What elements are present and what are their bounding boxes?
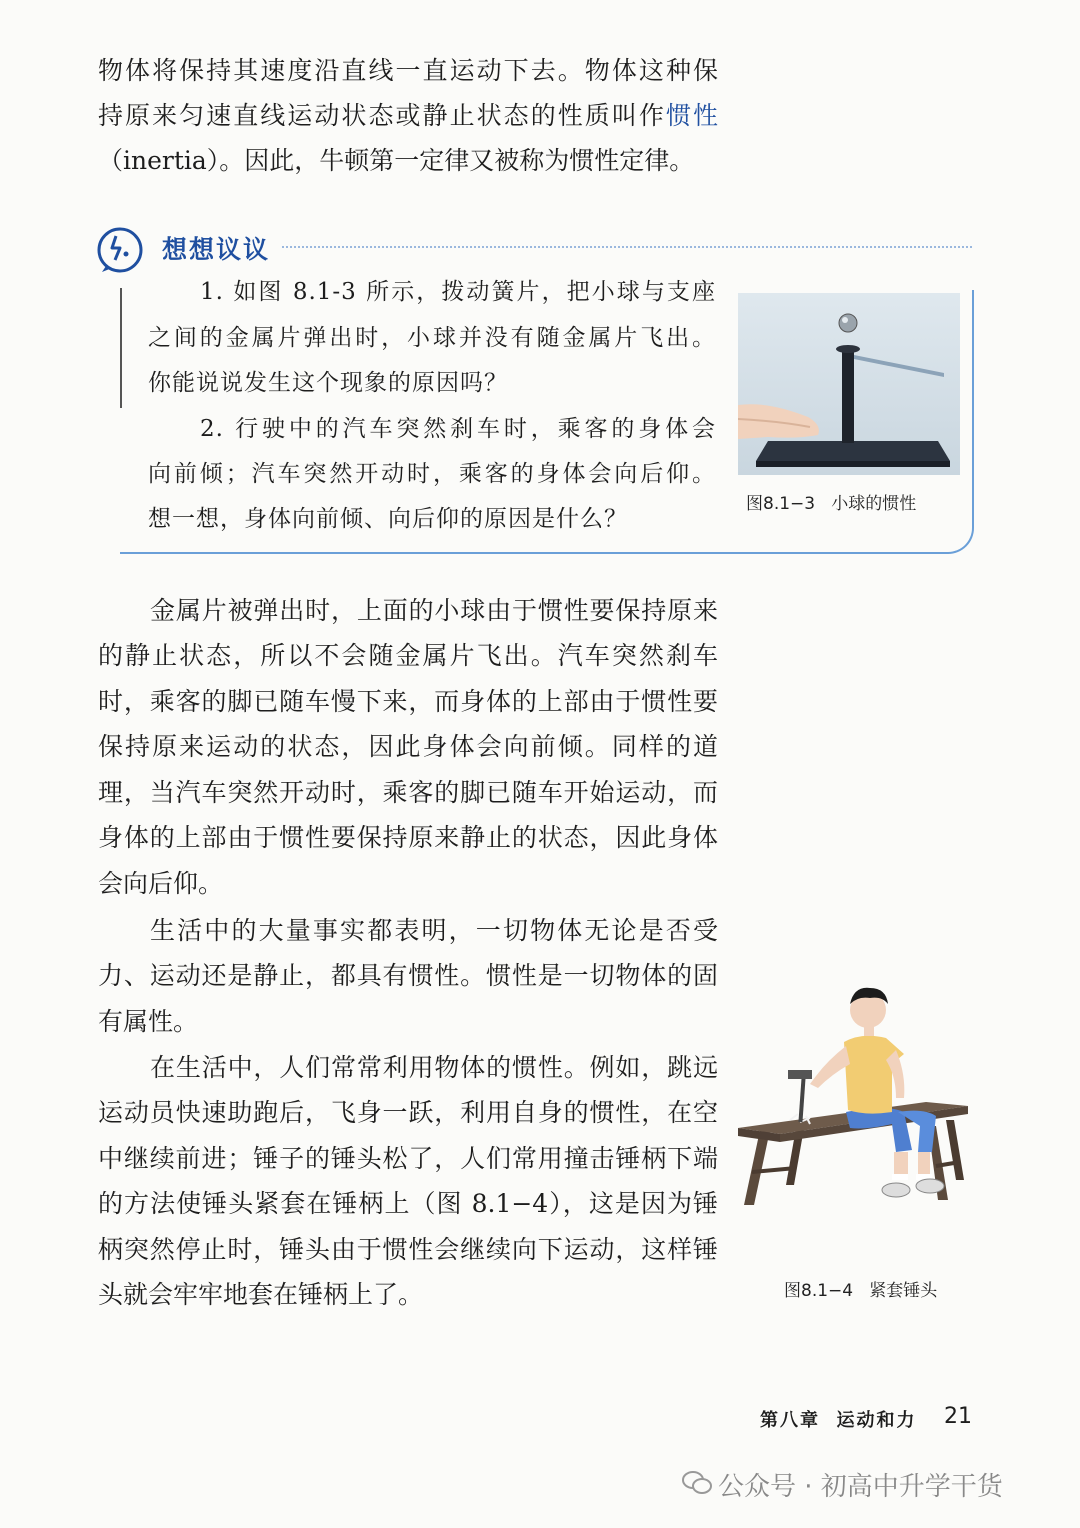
p1-line-2: 的静止状态，所以不会随金属片飞出。汽车突然刹车 (98, 641, 718, 670)
intro-line-1: 物体将保持其速度沿直线一直运动下去。物体这种保 (98, 56, 718, 85)
ball-inertia-figure (738, 293, 960, 475)
p1-line-6: 身体的上部由于惯性要保持原来静止的状态，因此身体 (98, 823, 718, 852)
intro-line-3: （inertia）。因此，牛顿第一定律又被称为惯性定律。 (98, 146, 695, 175)
q1-line-1: 1. 如图 8.1-3 所示，拨动簧片，把小球与支座 (200, 279, 716, 305)
speech-think-icon (96, 226, 144, 274)
p2-line-1: 生活中的大量事实都表明，一切物体无论是否受 (150, 916, 718, 945)
q2-line-3: 想一想，身体向前倾、向后仰的原因是什么？ (148, 506, 628, 532)
p3-line-5: 柄突然停止时，锤头由于惯性会继续向下运动，这样锤 (98, 1235, 718, 1264)
q1-line-2: 之间的金属片弹出时，小球并没有随金属片飞出。 (148, 325, 716, 351)
p2-line-3: 有属性。 (98, 1007, 199, 1036)
intro-line-2 (98, 93, 718, 139)
discussion-box-rule (120, 288, 122, 408)
p3-line-3: 中继续前进；锤子的锤头松了，人们常用撞击锤柄下端 (98, 1144, 718, 1173)
p3-line-4: 的方法使锤头紧套在锤柄上（图 8.1−4），这是因为锤 (98, 1189, 718, 1218)
q2-line-1: 2. 行驶中的汽车突然刹车时，乘客的身体会 (200, 416, 716, 442)
p1-line-4: 保持原来运动的状态，因此身体会向前倾。同样的道 (98, 732, 718, 761)
p1-line-7: 会向后仰。 (98, 869, 224, 898)
q2-line-2: 向前倾；汽车突然开动时，乘客的身体会向后仰。 (148, 461, 716, 487)
intro-line-2-text: 持原来匀速直线运动状态或静止状态的性质叫作 (98, 101, 666, 130)
discussion-title: 想想议议 (162, 235, 271, 264)
p1-line-5: 理，当汽车突然开动时，乘客的脚已随车开始运动，而 (98, 778, 718, 807)
watermark-text: 公众号 · 初高中升学干货 (718, 1472, 1003, 1502)
discussion-title-rule (282, 246, 972, 248)
page-number: 21 (944, 1404, 972, 1429)
p3-line-6: 头就会牢牢地套在锤柄上了。 (98, 1280, 424, 1309)
wechat-icon (682, 1470, 712, 1496)
p1-line-3: 时，乘客的脚已随车慢下来，而身体的上部由于惯性要 (98, 687, 718, 716)
p3-line-2: 运动员快速助跑后，飞身一跃，利用自身的惯性，在空 (98, 1098, 718, 1127)
p3-line-1: 在生活中，人们常常利用物体的惯性。例如，跳远 (150, 1053, 718, 1082)
figure-8-1-3-caption: 图8.1−3 小球的惯性 (746, 494, 917, 514)
q1-line-3: 你能说说发生这个现象的原因吗？ (148, 370, 508, 396)
hammer-head-figure (736, 980, 972, 1210)
p1-line-1: 金属片被弹出时，上面的小球由于惯性要保持原来 (150, 596, 718, 625)
figure-8-1-4-caption: 图8.1−4 紧套锤头 (784, 1281, 938, 1301)
keyword-inertia: 惯性 (665, 101, 718, 130)
p2-line-2: 力、运动还是静止，都具有惯性。惯性是一切物体的固 (98, 961, 718, 990)
chapter-footer: 第八章 运动和力 (760, 1410, 917, 1431)
